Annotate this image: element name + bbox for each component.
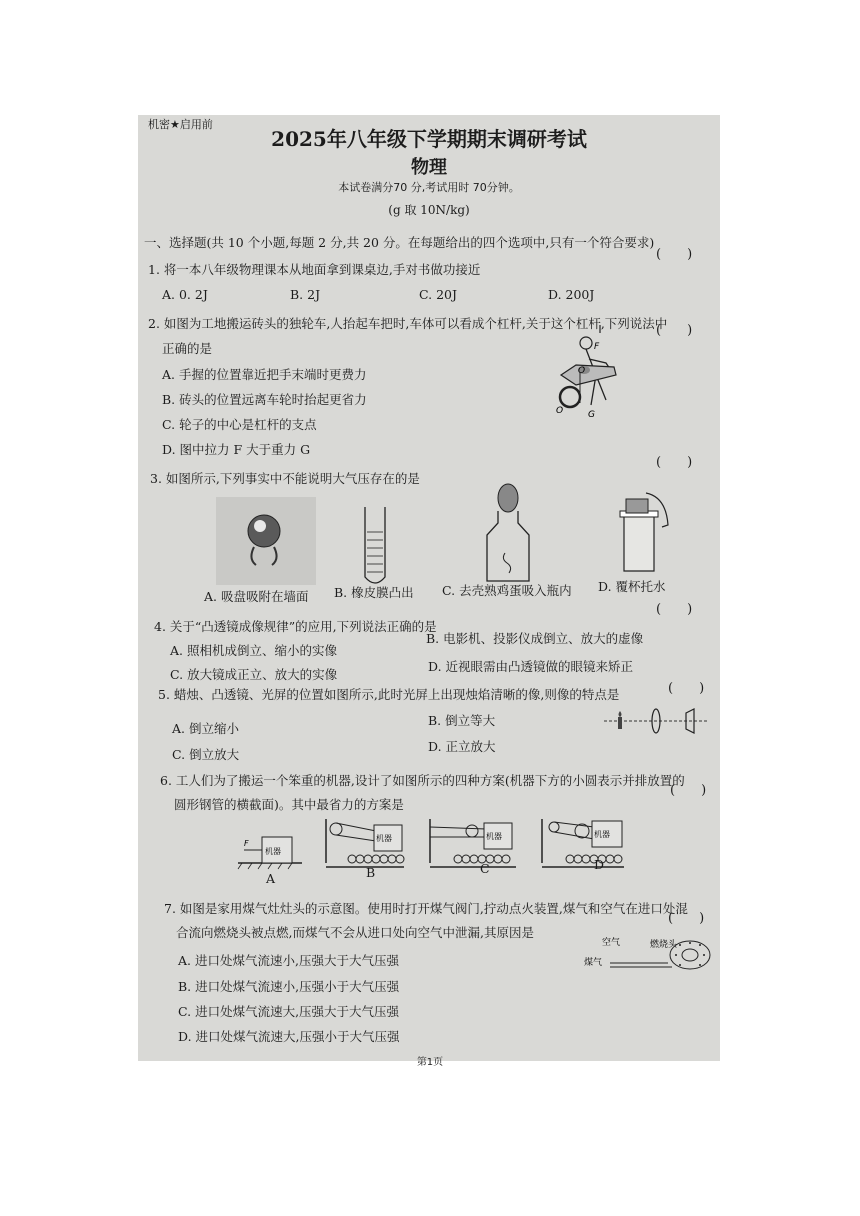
q6-label-d: D xyxy=(594,857,605,872)
q7-option-b: B. 进口处煤气流速小,压强小于大气压强 xyxy=(178,979,400,994)
q5-option-d: D. 正立放大 xyxy=(428,739,496,754)
wheelbarrow-figure xyxy=(556,325,646,417)
plan-d-machine-label: 机器 xyxy=(594,830,610,839)
q5-stem: 5. 蜡烛、凸透镜、光屏的位置如图所示,此时光屏上出现烛焰清晰的像,则像的特点是 xyxy=(158,687,620,702)
q7-option-d: D. 进口处煤气流速大,压强小于大气压强 xyxy=(178,1029,400,1044)
q6-stem-line1: 6. 工人们为了搬运一个笨重的机器,设计了如图所示的四种方案(机器下方的小圆表示并排放置的 xyxy=(160,773,685,788)
answer-bracket-q2: ( ) xyxy=(656,323,693,338)
o1-label: O xyxy=(578,366,586,376)
plan-a-machine-label: 机器 xyxy=(265,847,281,856)
q5-option-c: C. 倒立放大 xyxy=(172,747,240,762)
page-number: 第1页 xyxy=(416,1057,444,1068)
suction-cup-photo xyxy=(216,497,316,585)
plan-b-machine-label: 机器 xyxy=(376,834,392,843)
plan-b xyxy=(326,819,404,867)
plan-c-machine-label: 机器 xyxy=(486,832,502,841)
q7-stem-line2: 合流向燃烧头被点燃,而煤气不会从进口处向空气中泄漏,其原因是 xyxy=(176,925,534,940)
answer-bracket-q5: ( ) xyxy=(668,681,705,696)
q2-stem-line2: 正确的是 xyxy=(162,341,213,356)
air-label: 空气 xyxy=(602,938,621,948)
q7-option-a: A. 进口处煤气流速小,压强大于大气压强 xyxy=(178,953,399,968)
plan-a xyxy=(238,837,302,869)
q2-stem-line1: 2. 如图为工地搬运砖头的独轮车,人抬起车把时,车体可以看成个杠杆,关于这个杠杆,下列说法中 xyxy=(148,316,668,331)
q7-stem-line1: 7. 如图是家用煤气灶灶头的示意图。使用时打开煤气阀门,拧动点火装置,煤气和空气在进口处混 xyxy=(164,901,688,916)
q1-stem: 1. 将一本八年级物理课本从地面拿到课桌边,手对书做功接近 xyxy=(148,262,481,277)
force-f-label: F xyxy=(594,342,600,352)
q4-option-b: B. 电影机、投影仪成倒立、放大的虚像 xyxy=(426,631,644,646)
gas-label: 煤气 xyxy=(584,958,603,968)
q2-option-a: A. 手握的位置靠近把手末端时更费力 xyxy=(162,367,367,382)
rubber-membrane-tube xyxy=(360,507,390,587)
q3-option-a: A. 吸盘吸附在墙面 xyxy=(204,589,309,604)
q4-stem: 4. 关于“凸透镜成像规律”的应用,下列说法正确的是 xyxy=(154,619,437,634)
q6-label-c: C xyxy=(480,861,490,876)
q3-stem: 3. 如图所示,下列事实中不能说明大气压存在的是 xyxy=(150,471,420,486)
g-value-note: (g 取 10N/kg) xyxy=(388,203,470,217)
machine-transport-figure xyxy=(234,815,624,891)
q6-label-a: A xyxy=(266,871,276,886)
confidential-label: 机密★启用前 xyxy=(148,118,213,131)
q1-option-b: B. 2J xyxy=(290,287,321,302)
o-label: O xyxy=(556,406,564,416)
candle-lens-screen-figure xyxy=(604,707,708,735)
q4-option-c: C. 放大镜成正立、放大的实像 xyxy=(170,667,338,682)
q4-option-d: D. 近视眼需由凸透镜做的眼镜来矫正 xyxy=(428,659,634,674)
q5-option-b: B. 倒立等大 xyxy=(428,713,496,728)
q6-stem-line2: 圆形钢管的横截面)。其中最省力的方案是 xyxy=(174,797,404,812)
answer-bracket-q1: ( ) xyxy=(656,247,693,262)
q3-option-d: D. 覆杯托水 xyxy=(598,579,666,594)
answer-bracket-q7: ( ) xyxy=(668,911,705,926)
q1-option-d: D. 200J xyxy=(548,287,595,302)
exam-info: 本试卷满分70 分,考试用时 70分钟。 xyxy=(338,181,520,194)
q7-option-c: C. 进口处煤气流速大,压强大于大气压强 xyxy=(178,1004,400,1019)
q2-option-c: C. 轮子的中心是杠杆的支点 xyxy=(162,417,317,432)
q4-option-a: A. 照相机成倒立、缩小的实像 xyxy=(170,643,337,658)
q3-option-c: C. 去壳熟鸡蛋吸入瓶内 xyxy=(442,583,572,598)
section-one-heading: 一、选择题(共 10 个小题,每题 2 分,共 20 分。在每题给出的四个选项中,只有一个符合要求) xyxy=(144,235,655,250)
exam-title: 2025年八年级下学期期末调研考试 xyxy=(271,127,587,151)
plan-d xyxy=(542,819,624,867)
plan-c xyxy=(430,819,516,867)
q2-option-d: D. 图中拉力 F 大于重力 G xyxy=(162,442,311,457)
gravity-g-label: G xyxy=(588,410,595,417)
answer-bracket-q6: ( ) xyxy=(670,783,707,798)
q6-label-b: B xyxy=(366,865,376,880)
gas-stove-figure xyxy=(582,933,718,973)
cup-and-card-figure xyxy=(606,485,676,575)
q1-option-c: C. 20J xyxy=(419,287,457,302)
q5-option-a: A. 倒立缩小 xyxy=(172,721,239,736)
exam-paper-photo xyxy=(138,115,720,1061)
subject-title: 物理 xyxy=(411,157,447,178)
burner-label: 燃烧头 xyxy=(650,940,678,950)
q1-option-a: A. 0. 2J xyxy=(162,287,208,302)
egg-in-bottle-figure xyxy=(483,483,533,583)
q3-option-b: B. 橡皮膜凸出 xyxy=(334,585,414,600)
plan-a-force-label: F xyxy=(244,839,249,848)
q2-option-b: B. 砖头的位置远离车轮时抬起更省力 xyxy=(162,392,367,407)
answer-bracket-q3: ( ) xyxy=(656,455,693,470)
answer-bracket-q4: ( ) xyxy=(656,602,693,617)
